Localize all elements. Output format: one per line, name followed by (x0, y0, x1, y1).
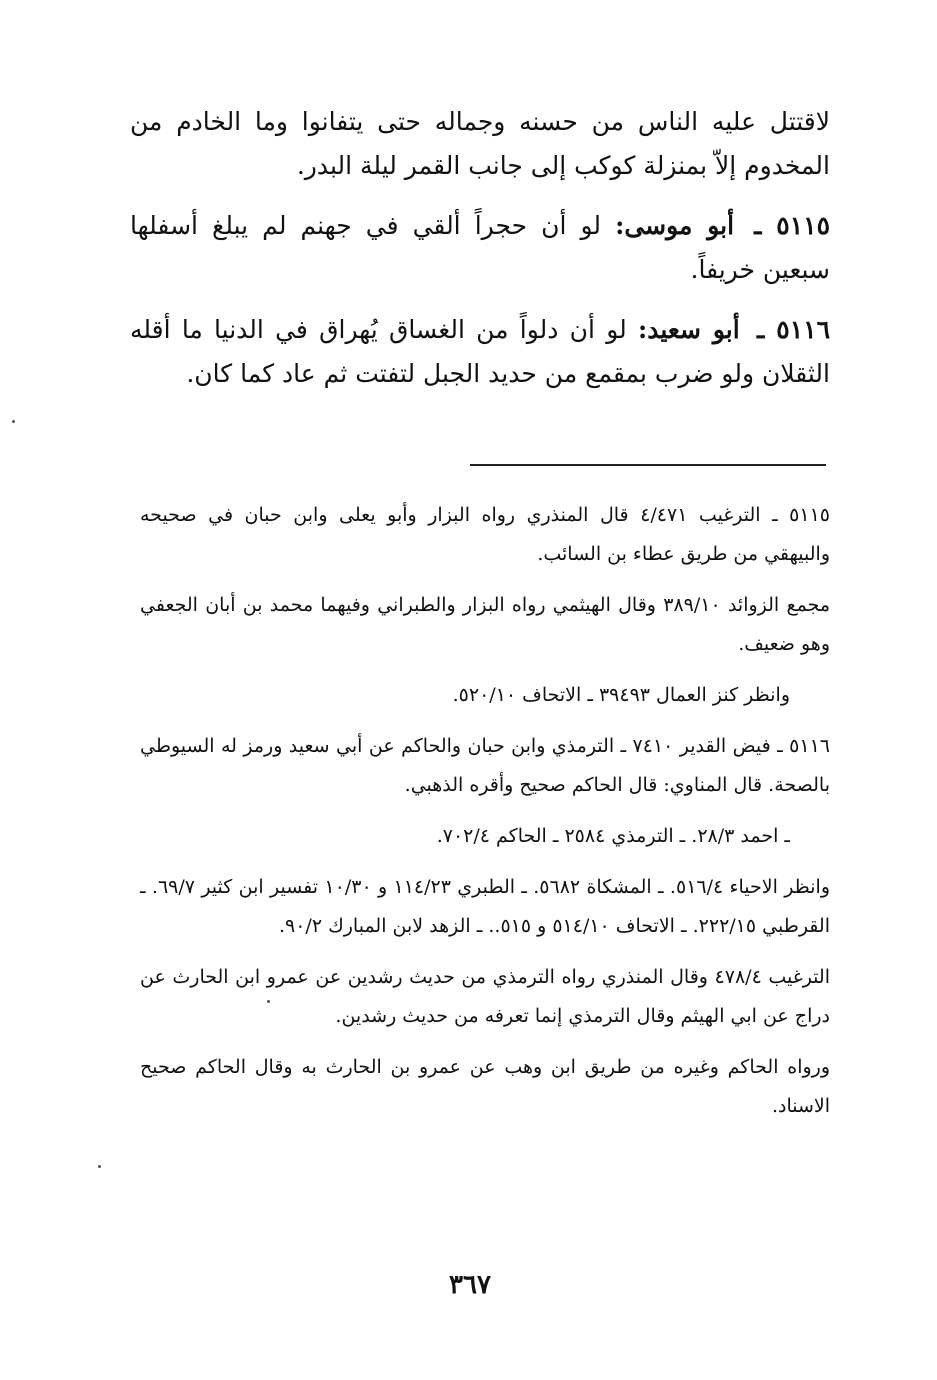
hadith-5115 (130, 204, 830, 292)
footnote-4: ٥١١٦ ـ فيض القدير ٧٤١٠ ـ الترمذي وابن حبان والحاكم عن أبي سعيد ورمز له السيوطي بالصحة. قال المناوي: قال الحاكم صحيح وأقره الذهبي. (140, 735, 830, 796)
hadith-number: ٥١١٦ ـ (756, 315, 830, 344)
hadith-text: لو أن دلواً من الغساق يُهراق في الدنيا ما أقله الثقلان ولو ضرب بمقمع من حديد الجبل لتفتت ثم عاد كما كان. (130, 315, 830, 388)
footnote-8: ورواه الحاكم وغيره من طريق ابن وهب عن عمرو بن الحارث به وقال الحاكم صحيح الاسناد. (140, 1056, 830, 1117)
footnote-7: الترغيب ٤٧٨/٤ وقال المنذري رواه الترمذي من حديث رشدين عن عمرو ابن الحارث عن دراج عن ابي الهيثم وقال الترمذي إنما تعرفه من حديث رشدين. (140, 966, 830, 1027)
footnote-1: ٥١١٥ ـ الترغيب ٤/٤٧١ قال المنذري رواه البزار وأبو يعلى وابن حبان في صحيحه والبيهقي من طريق عطاء بن السائب. (140, 504, 830, 565)
hadith-5116 (130, 308, 830, 396)
speck-mark (98, 1165, 101, 1168)
footnote-divider (470, 464, 826, 466)
footnote-3: وانظر كنز العمال ٣٩٤٩٣ ـ الاتحاف ٥٢٠/١٠. (452, 684, 790, 706)
page-number: ٣٦٧ (449, 1270, 491, 1300)
hadith-text: لو أن حجراً ألقي في جهنم لم يبلغ أسفلها سبعين خريفاً. (130, 211, 830, 284)
footnote-2: مجمع الزوائد ٣٨٩/١٠ وقال الهيثمي رواه البزار والطبراني وفيهما محمد بن أبان الجعفي وهو ضعيف. (140, 594, 831, 655)
speck-mark (267, 1000, 270, 1003)
speck-mark (12, 420, 15, 423)
main-text (130, 100, 830, 412)
main-paragraph-1: لاقتتل عليه الناس من حسنه وجماله حتى يتفانوا وما الخادم من المخدوم إلاّ بمنزلة كوكب إلى جانب القمر ليلة البدر. (130, 107, 830, 180)
narrator-name: أبو سعيد: (637, 315, 740, 344)
footnote-5: ـ احمد ٢٨/٣. ـ الترمذي ٢٥٨٤ ـ الحاكم ٧٠٢/٤. (436, 825, 790, 847)
narrator-name: أبو موسى: (615, 211, 735, 240)
footnotes (140, 496, 830, 1138)
footnote-6: وانظر الاحياء ٥١٦/٤. ـ المشكاة ٥٦٨٢. ـ الطبري ١١٤/٢٣ و ١٠/٣٠ تفسير ابن كثير ٦٩/٧. ـ القرطبي ٢٢٢/١٥. ـ الاتحاف ٥١٤/١٠ و ٥١٥.. ـ الزهد لابن المبارك ٩٠/٢. (140, 876, 831, 937)
hadith-number: ٥١١٥ ـ (754, 211, 831, 240)
